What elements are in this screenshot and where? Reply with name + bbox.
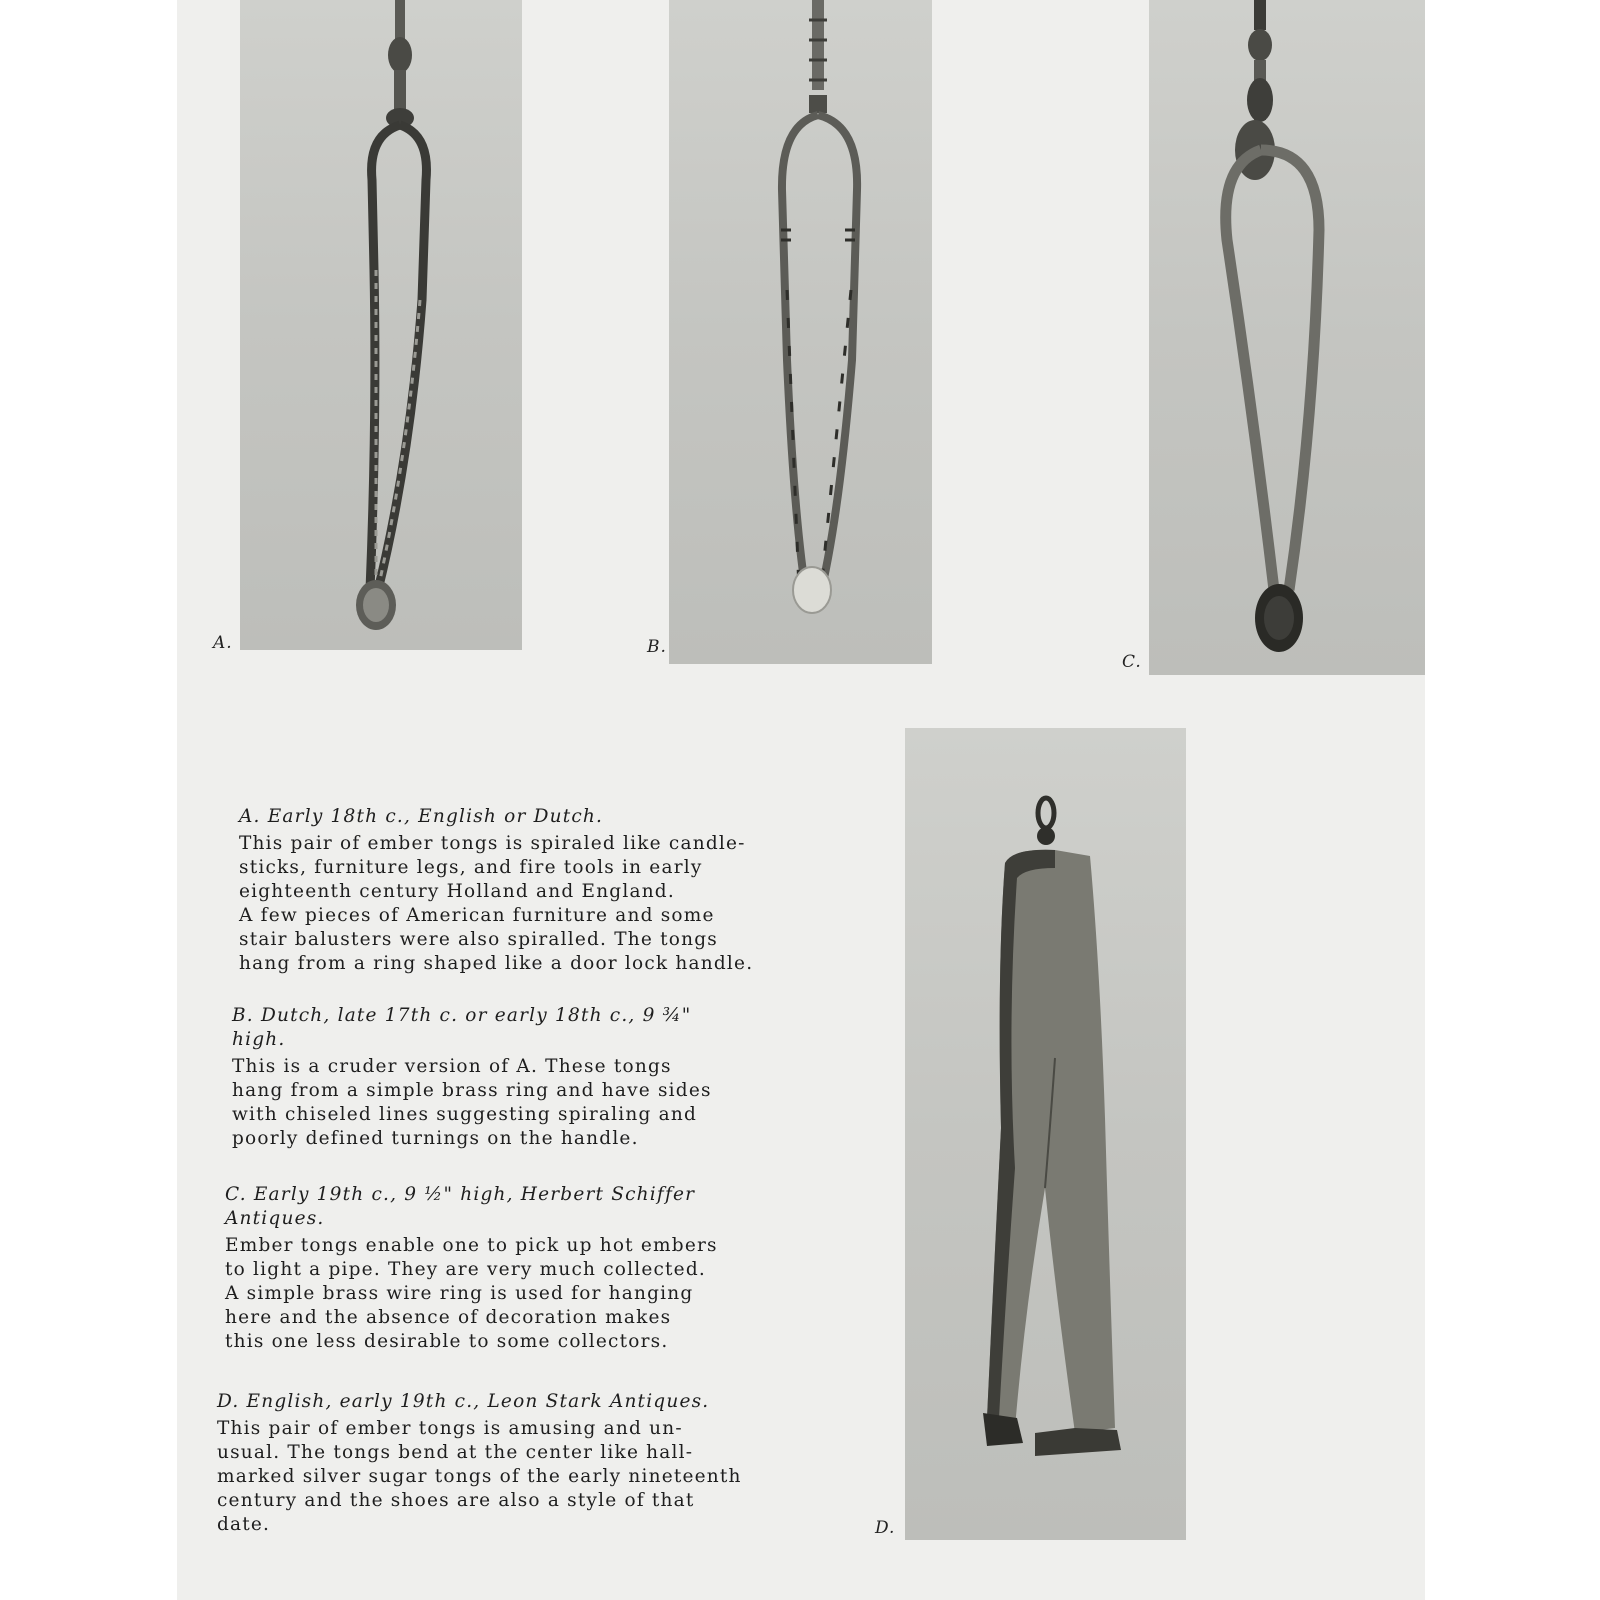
caption-d-heading: D. English, early 19th c., Leon Stark Antiques.	[217, 1391, 710, 1412]
tongs-c-illustration	[1149, 0, 1425, 675]
book-page	[177, 0, 1425, 1600]
tongs-b-illustration	[669, 0, 932, 664]
caption-b-heading: B. Dutch, late 17th c. or early 18th c., 9 ¾" high.	[232, 1005, 692, 1050]
caption-d	[217, 1390, 797, 1537]
figure-label-c: C.	[1122, 652, 1142, 672]
caption-b-body: This is a cruder version of A. These tongs hang from a simple brass ring and have sides with chiseled lines suggesting spiraling and poorly defined turnings on the handle.	[232, 1056, 712, 1149]
photo-c	[1149, 0, 1425, 675]
tongs-a-illustration	[240, 0, 522, 650]
caption-c-heading: C. Early 19th c., 9 ½" high, Herbert Schiffer Antiques.	[225, 1184, 696, 1229]
caption-a	[239, 805, 799, 976]
photo-b	[669, 0, 932, 664]
caption-c	[225, 1183, 785, 1354]
caption-a-body: This pair of ember tongs is spiraled like candle- sticks, furniture legs, and fire tools in early eighteenth century Holland and England. A few pieces of American furniture and some stair balusters were also spiralled. The tongs hang from a ring shaped like a door lock handle.	[239, 833, 754, 974]
caption-a-heading: A. Early 18th c., English or Dutch.	[239, 806, 604, 827]
caption-b	[232, 1004, 792, 1151]
tongs-d-illustration	[905, 728, 1186, 1540]
photo-a	[240, 0, 522, 650]
caption-d-body: This pair of ember tongs is amusing and un- usual. The tongs bend at the center like hall- marked silver sugar tongs of the early nineteenth century and the shoes are also a style of that date.	[217, 1418, 742, 1535]
photo-d	[905, 728, 1186, 1540]
figure-label-d: D.	[875, 1518, 896, 1538]
caption-c-body: Ember tongs enable one to pick up hot embers to light a pipe. They are very much collected. A simple brass wire ring is used for hanging here and the absence of decoration makes this one less desirable to some collectors.	[225, 1235, 718, 1352]
figure-label-b: B.	[647, 637, 667, 657]
figure-label-a: A.	[213, 633, 233, 653]
